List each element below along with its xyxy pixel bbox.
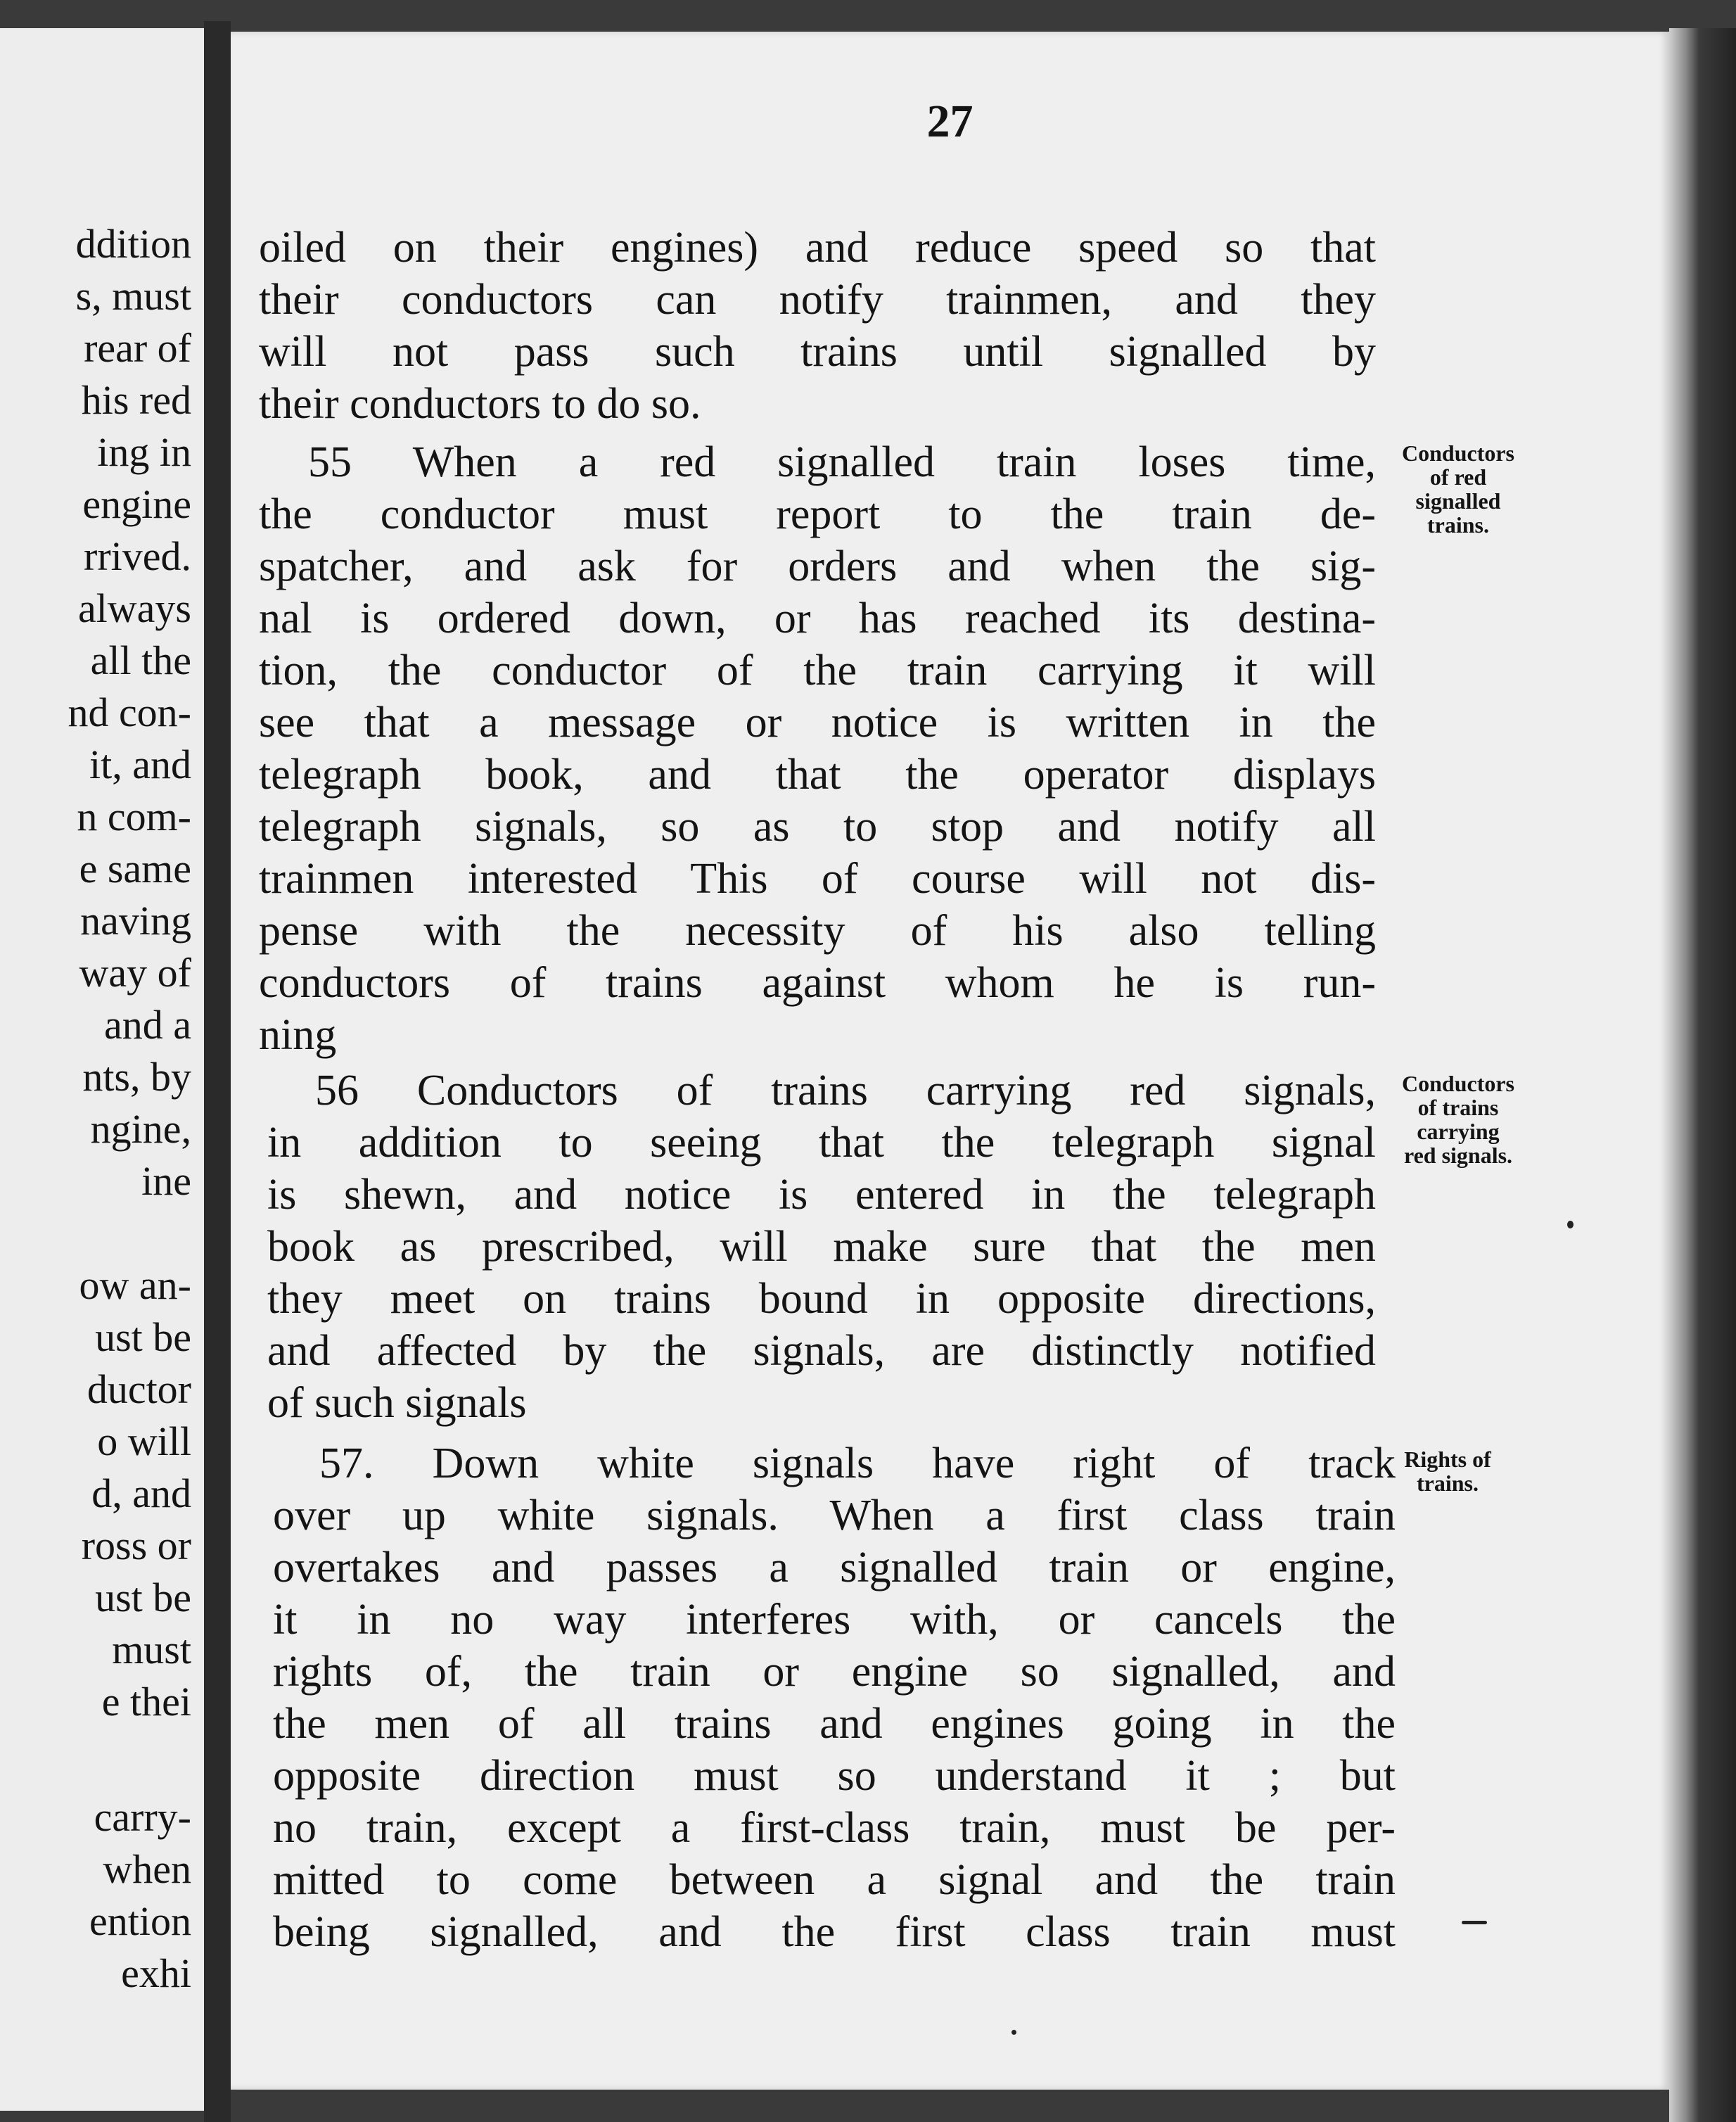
text-line: their conductors can notify trainmen, and they (259, 276, 1376, 324)
text-line: their conductors to do so. (259, 380, 701, 428)
text-line: see that a message or notice is written in the (259, 699, 1376, 746)
sidenote-conductors-red-signalled (1370, 441, 1546, 537)
left-page-line: exhi (121, 1950, 191, 1996)
left-page-line: ention (89, 1898, 191, 1944)
left-page-line: his red (81, 377, 191, 423)
sidenote-line: of trains (1417, 1095, 1499, 1120)
sidenote-line: red signals. (1403, 1143, 1513, 1168)
text-line: the conductor must report to the train de- (259, 490, 1376, 538)
text-line: opposite direction must so understand it ; but (273, 1752, 1396, 1800)
rule-57-line: 57. Down white signals have right of track (319, 1440, 1396, 1487)
left-page-line: when (103, 1846, 191, 1892)
text-line: nal is ordered down, or has reached its destina- (259, 595, 1376, 642)
rule-56-line: 56 Conductors of trains carrying red signals, (315, 1067, 1376, 1114)
left-page-line: o will (97, 1418, 191, 1464)
page-number: 27 (926, 96, 974, 147)
text-line: book as prescribed, will make sure that the men (267, 1223, 1376, 1271)
sidenote-line: Conductors (1401, 440, 1514, 466)
left-page-line: nts, by (82, 1054, 191, 1100)
left-page-fragment (0, 28, 204, 2111)
left-page-line: always (77, 585, 191, 631)
left-page-line: e thei (101, 1679, 191, 1724)
text-line: of such signals (267, 1379, 527, 1427)
text-line: pense with the necessity of his also telling (259, 907, 1376, 955)
left-page-line: ing in (97, 429, 191, 475)
text-line: conductors of trains against whom he is run- (259, 959, 1376, 1007)
left-page-line: ductor (87, 1366, 191, 1412)
left-page-line: s, must (75, 273, 191, 319)
text-line: no train, except a first-class train, must be per- (273, 1804, 1396, 1852)
left-page-line: ddition (75, 221, 191, 267)
text-line: oiled on their engines) and reduce speed so that (259, 224, 1376, 272)
left-page-line: ngine, (90, 1106, 191, 1152)
left-page-line: ust be (95, 1575, 191, 1620)
text-line: they meet on trains bound in opposite directions, (267, 1275, 1376, 1323)
sidenote-conductors-carrying-red (1370, 1072, 1546, 1167)
sidenote-line: trains. (1417, 1470, 1479, 1496)
text-line: the men of all trains and engines going in the (273, 1700, 1396, 1748)
left-page-line: e same (79, 846, 191, 891)
text-line: rights of, the train or engine so signalled, and (273, 1648, 1396, 1696)
left-page-line: ust be (95, 1314, 191, 1360)
left-page-line: ross or (81, 1523, 191, 1568)
text-line: over up white signals. When a first class train (273, 1492, 1396, 1539)
text-line: ning (259, 1011, 337, 1059)
text-line: overtakes and passes a signalled train or engine, (273, 1544, 1396, 1592)
sidenote-rights-of-trains (1370, 1447, 1525, 1495)
text-line: it in no way interferes with, or cancels the (273, 1596, 1396, 1644)
text-line: mitted to come between a signal and the train (273, 1856, 1396, 1904)
book-gutter (204, 21, 231, 2122)
left-page-line: must (112, 1627, 191, 1672)
text-line: and affected by the signals, are distinctly notified (267, 1327, 1376, 1375)
left-page-line: d, and (91, 1470, 191, 1516)
ink-mark (1462, 1921, 1487, 1924)
text-line: telegraph signals, so as to stop and notify all (259, 803, 1376, 851)
left-page-line: rrived. (84, 533, 191, 579)
book-edge (1669, 28, 1736, 2122)
sidenote-line: carrying (1417, 1119, 1500, 1144)
ink-speck (1011, 2030, 1016, 2035)
left-page-line: ow an- (79, 1262, 191, 1308)
left-page-line: way of (79, 950, 191, 996)
left-page-line: ine (141, 1158, 191, 1204)
text-line: is shewn, and notice is entered in the telegraph (267, 1171, 1376, 1219)
text-line: tion, the conductor of the train carrying it will (259, 647, 1376, 694)
left-page-line: all the (90, 637, 191, 683)
text-line: telegraph book, and that the operator displays (259, 751, 1376, 799)
text-line: trainmen interested This of course will not dis- (259, 855, 1376, 903)
sidenote-line: trains. (1427, 512, 1489, 538)
right-page (231, 32, 1669, 2090)
left-page-line: and a (104, 1002, 191, 1048)
text-line: will not pass such trains until signalled by (259, 328, 1376, 376)
text-line: being signalled, and the first class train must (273, 1908, 1396, 1956)
left-page-line: it, and (89, 742, 191, 787)
sidenote-line: of red (1429, 464, 1487, 490)
left-page-line: n com- (77, 794, 191, 839)
sidenote-line: Conductors (1401, 1071, 1514, 1096)
left-page-line: engine (82, 481, 191, 527)
left-page-line: carry- (94, 1794, 191, 1840)
text-line: spatcher, and ask for orders and when the sig- (259, 542, 1376, 590)
text-line: in addition to seeing that the telegraph signal (267, 1119, 1376, 1167)
sidenote-line: Rights of (1404, 1447, 1491, 1472)
rule-55-line: 55 When a red signalled train loses time, (308, 438, 1376, 486)
left-page-line: nd con- (68, 690, 191, 735)
ink-speck (1567, 1221, 1574, 1228)
sidenote-line: signalled (1415, 488, 1501, 514)
left-page-line: rear of (84, 325, 191, 371)
left-page-line: naving (80, 898, 191, 944)
